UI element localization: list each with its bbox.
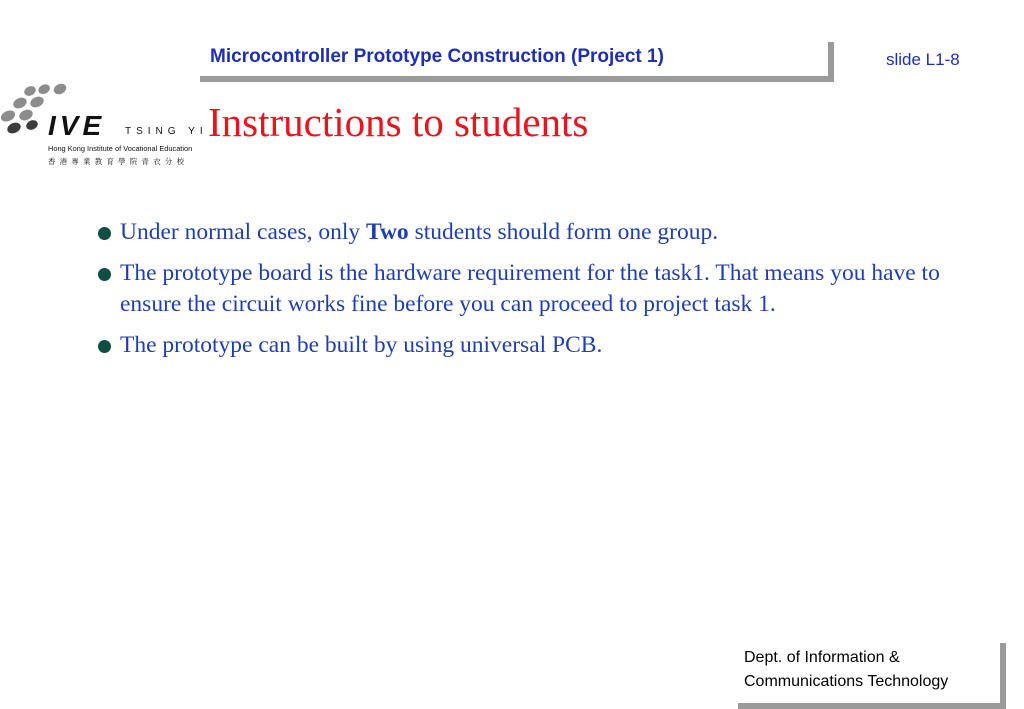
bullet-dot-icon [98, 340, 111, 353]
slide-number: slide L1-8 [886, 50, 960, 69]
bullet-list [96, 217, 996, 371]
logo-chinese-name: 香港專業教育學院青衣分校 [48, 157, 189, 166]
bullet-text-after: students should form one group. [408, 219, 719, 245]
ive-logo [0, 82, 208, 172]
department-line2: Communications Technology [744, 673, 949, 690]
bullet-text: The prototype can be built by using universal PCB. [120, 332, 603, 358]
bullet-item [96, 330, 996, 361]
department-box [738, 643, 1006, 709]
bullet-dot-icon [98, 268, 111, 281]
bullet-emphasis: Two [366, 219, 409, 245]
bullet-text-before: Under normal cases, only [120, 219, 367, 245]
course-title-box [200, 42, 834, 82]
bullet-dot-icon [98, 227, 111, 240]
course-title: Microcontroller Prototype Construction (Project 1) [210, 46, 664, 67]
logo-campus: TSING YI [125, 126, 208, 137]
bullet-item [96, 258, 996, 320]
logo-brand: IVE [48, 110, 106, 141]
bullet-item [96, 217, 996, 248]
bullet-text: The prototype board is the hardware requirement for the task1. That means you have to ensure the circuit works fine before you can proceed to project task 1. [120, 260, 940, 317]
slide-title: Instructions to students [208, 99, 589, 145]
department-line1: Dept. of Information & [744, 649, 900, 666]
logo-english-name: Hong Kong Institute of Vocational Education [48, 144, 193, 153]
